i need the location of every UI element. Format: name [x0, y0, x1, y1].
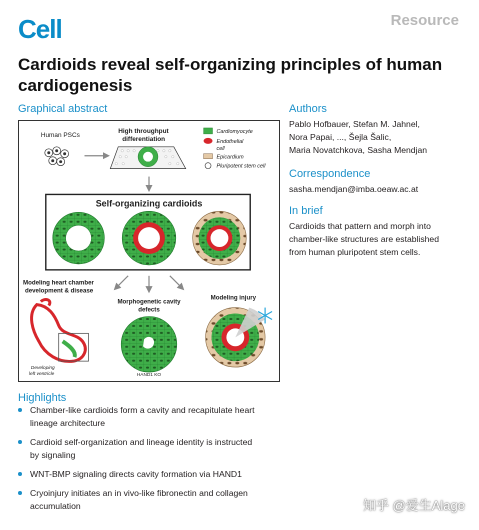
highlight-item: [18, 436, 288, 462]
authors-heading: Authors: [289, 103, 327, 115]
highlight-item: [18, 468, 288, 481]
highlight-line: accumulation: [30, 501, 81, 511]
legend-psc: Pluripotent stem cell: [216, 163, 266, 170]
endothelial-swatch: [204, 138, 213, 144]
legend-endothelial-line1: Endothelial: [216, 138, 244, 145]
correspondence-email[interactable]: sasha.mendjan@imba.oeaw.ac.at: [289, 184, 419, 194]
authors-line: Pablo Hofbauer, Stefan M. Jahnel,: [289, 119, 420, 129]
article-title: Cardioids reveal self-organizing principles of human cardiogenesis: [18, 55, 443, 95]
psc-cluster-icon: [45, 147, 69, 166]
correspondence-heading: Correspondence: [289, 168, 371, 180]
bullet-icon: [18, 472, 22, 476]
cavity-defect-cardioid: [121, 316, 177, 372]
bullet-icon: [18, 491, 22, 495]
highlight-line: WNT-BMP signaling directs cavity formation via HAND1: [30, 469, 242, 479]
highlight-line: lineage architecture: [30, 418, 106, 428]
modeling-chamber-label-line1: Modeling heart chamber: [22, 279, 94, 287]
watermark: 知乎 @爱生Alage: [362, 498, 465, 513]
cardioid-with-endothelium: [122, 211, 176, 265]
article-type-label: Resource: [390, 12, 459, 29]
highlights-heading: Highlights: [18, 392, 67, 404]
highlight-line: Cryoinjury initiates an in vivo-like fibronectin and collagen: [30, 488, 248, 498]
cavity-defects-label-line1: Morphogenetic cavity: [117, 298, 181, 306]
authors-list: [289, 118, 474, 157]
developing-lv-label-line1: Developing: [30, 366, 55, 372]
in-brief-line: from human pluripotent stem cells.: [289, 247, 421, 257]
modeling-injury-label: Modeling injury: [210, 294, 257, 302]
injured-cardioid: [206, 308, 266, 368]
legend-cardiomyocyte: Cardiomyocyte: [216, 128, 253, 135]
epicardium-swatch: [204, 154, 213, 159]
cardioid-cardiomyocyte-only: [53, 212, 105, 264]
high-throughput-label-line1: High throughput: [118, 127, 169, 135]
cardiomyocyte-swatch: [204, 128, 213, 134]
cardioids-box-title: Self-organizing cardioids: [95, 198, 203, 209]
bullet-icon: [18, 440, 22, 444]
in-brief-text: [289, 220, 474, 259]
in-brief-heading: In brief: [289, 205, 323, 217]
legend-epicardium: Epicardium: [216, 154, 244, 161]
human-pscs-label: Human PSCs: [40, 131, 80, 139]
highlight-item: [18, 487, 288, 513]
arrow-down-left-icon: [116, 276, 128, 288]
legend-endothelial-line2: cell: [216, 145, 225, 152]
graphical-abstract-heading: Graphical abstract: [18, 103, 108, 115]
developing-lv-label-line2: left ventricle: [28, 372, 55, 378]
cavity-defects-label-line2: defects: [138, 306, 160, 314]
bullet-icon: [18, 408, 22, 412]
psc-swatch: [205, 163, 211, 169]
highlight-line: by signaling: [30, 450, 76, 460]
highlight-item: [18, 404, 288, 430]
cell-type-legend: [204, 128, 267, 170]
authors-line: Nora Papai, ..., Šejla Šalic,: [289, 132, 392, 142]
hand1-ko-label: HAND1 KO: [136, 373, 162, 379]
well-plate-icon: [110, 147, 185, 169]
highlight-line: Chamber-like cardioids form a cavity and recapitulate heart: [30, 405, 255, 415]
cell-logo: Cell: [18, 14, 62, 44]
in-brief-line: Cardioids that pattern and morph into: [289, 221, 431, 231]
modeling-chamber-label-line2: development & disease: [24, 287, 94, 295]
high-throughput-label-line2: differentiation: [122, 135, 166, 143]
graphical-abstract-figure: [18, 120, 280, 382]
in-brief-line: chamber-like structures are established: [289, 234, 439, 244]
highlights-list: [18, 404, 288, 519]
arrow-down-right-icon: [170, 276, 182, 288]
authors-line: Maria Novatchkova, Sasha Mendjan: [289, 145, 428, 155]
highlight-line: Cardioid self-organization and lineage identity is instructed: [30, 437, 253, 447]
cardioid-with-epicardium: [193, 211, 247, 265]
